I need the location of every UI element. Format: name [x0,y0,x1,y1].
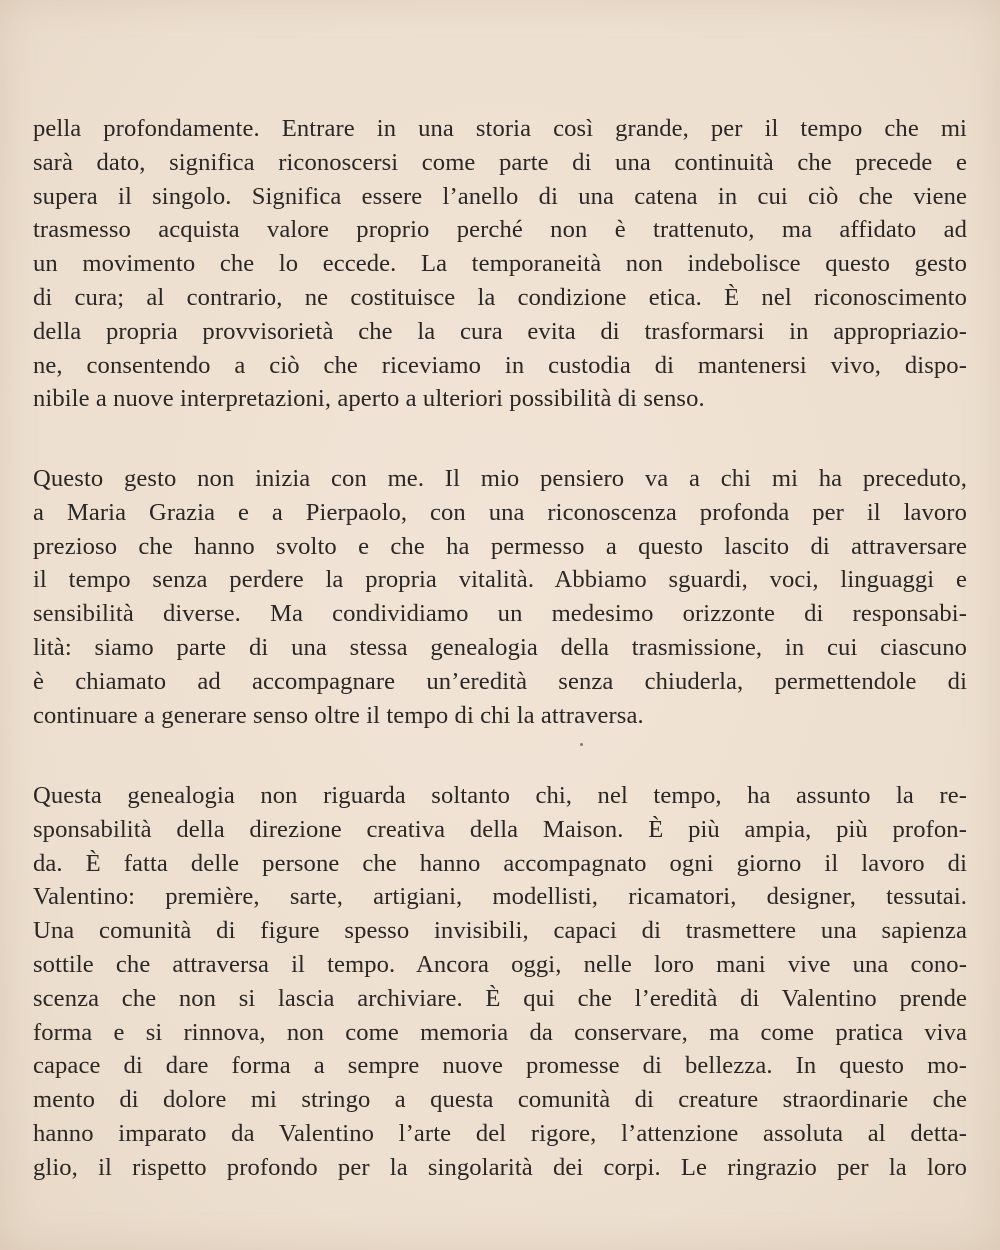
paragraph-line: glio, il rispetto profondo per la singolarità dei corpi. Le ringrazio per la loro [33,1153,967,1181]
paragraph-line: continuare a generare senso oltre il tempo di chi la attraversa. [33,701,644,729]
paragraph-line: nibile a nuove interpretazioni, aperto a ulteriori possibilità di senso. [33,385,705,413]
paragraph-line: prezioso che hanno svolto e che ha permesso a questo lascito di attraversare [33,532,967,560]
paragraph-line: di cura; al contrario, ne costituisce la condizione etica. È nel riconoscimento [33,283,967,311]
paragraph-line: da. È fatta delle persone che hanno accompagnato ogni giorno il lavoro di [33,849,967,877]
paragraph-line: mento di dolore mi stringo a questa comunità di creature straordinarie che [33,1086,967,1114]
paragraph-line: hanno imparato da Valentino l’arte del rigore, l’attenzione assoluta al detta- [33,1119,967,1147]
paragraph-line: a Maria Grazia e a Pierpaolo, con una riconoscenza profonda per il lavoro [33,498,967,526]
paragraph-line: sponsabilità della direzione creativa della Maison. È più ampia, più profon- [33,815,967,843]
paragraph-line: della propria provvisorietà che la cura evita di trasformarsi in appropriazio- [33,317,967,345]
paragraph-line: sottile che attraversa il tempo. Ancora oggi, nelle loro mani vive una cono- [33,950,967,978]
paragraph-line: capace di dare forma a sempre nuove promesse di bellezza. In questo mo- [33,1052,967,1080]
paragraph-line: trasmesso acquista valore proprio perché non è trattenuto, ma affidato ad [33,216,967,244]
paragraph-line: Valentino: première, sarte, artigiani, modellisti, ricamatori, designer, tessutai. [33,883,967,911]
paragraph-line: sarà dato, significa riconoscersi come parte di una continuità che precede e [33,148,967,176]
paragraph-line: lità: siamo parte di una stessa genealogia della trasmissione, in cui ciascuno [33,633,967,661]
paragraph-line: sensibilità diverse. Ma condividiamo un medesimo orizzonte di responsabi- [33,600,967,628]
paragraph-line: forma e si rinnova, non come memoria da conservare, ma come pratica viva [33,1018,967,1046]
paragraph-line: Una comunità di figure spesso invisibili, capaci di trasmettere una sapienza [33,917,967,945]
paragraph-line: Questa genealogia non riguarda soltanto chi, nel tempo, ha assunto la re- [33,782,967,809]
paragraph-line: il tempo senza perdere la propria vitalità. Abbiamo sguardi, voci, linguaggi e [33,566,967,594]
paragraph-line: supera il singolo. Significa essere l’anello di una catena in cui ciò che viene [33,182,967,210]
paragraph-3 [33,779,967,1185]
paragraph-line: ne, consentendo a ciò che riceviamo in custodia di mantenersi vivo, dispo- [33,351,967,379]
paper-speck [580,743,583,746]
paragraph-line: scenza che non si lascia archiviare. È qui che l’eredità di Valentino prende [33,984,967,1012]
paragraph-line: è chiamato ad accompagnare un’eredità senza chiuderla, permettendole di [33,667,967,695]
paragraph-1 [33,112,967,416]
paragraph-2 [33,462,967,732]
paragraph-line: un movimento che lo eccede. La temporaneità non indebolisce questo gesto [33,250,967,278]
paragraph-line: pella profondamente. Entrare in una storia così grande, per il tempo che mi [33,115,967,142]
paragraph-line: Questo gesto non inizia con me. Il mio pensiero va a chi mi ha preceduto, [33,465,967,492]
